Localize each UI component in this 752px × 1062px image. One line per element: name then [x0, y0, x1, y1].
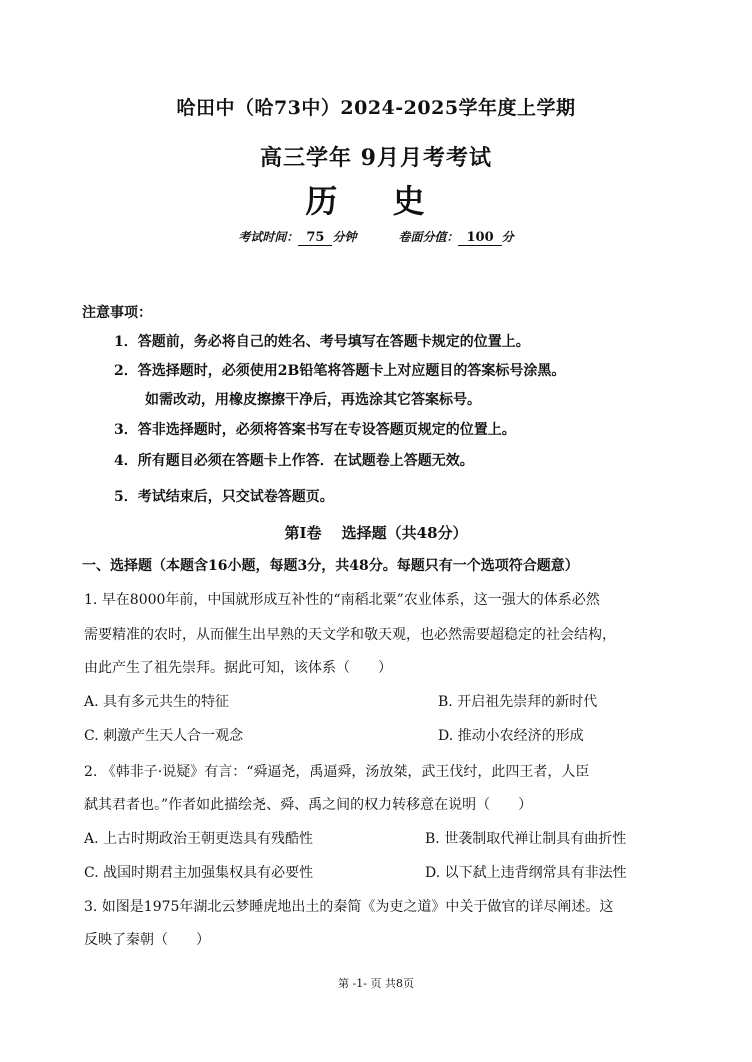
question-line: 1. 早在8000年前，中国就形成互补性的“南稻北粟”农业体系，这一强大的体系必然 — [84, 592, 600, 608]
note-item: 2．答选择题时，必须使用2B铅笔将答题卡上对应题目的答案标号涂黑。 — [114, 363, 566, 379]
exam-meta — [0, 228, 752, 246]
note-item: 3．答非选择题时，必须将答案书写在专设答题页规定的位置上。 — [114, 422, 516, 438]
note-item: 如需改动，用橡皮擦擦干净后，再选涂其它答案标号。 — [145, 392, 481, 408]
section-title: 第Ⅰ卷 选择题（共48分） — [284, 524, 468, 542]
time-unit: 分钟 — [332, 230, 357, 244]
question-line: 反映了秦朝（ ） — [84, 932, 210, 948]
score-unit: 分 — [501, 230, 514, 244]
note-item: 4．所有题目必须在答题卡上作答．在试题卷上答题无效。 — [114, 453, 474, 469]
question-line: 2. 《韩非子·说疑》有言：“舜逼尧，禹逼舜，汤放桀，武王伐纣，此四王者，人臣 — [84, 764, 590, 780]
option-d: D. 推动小农经济的形成 — [438, 728, 584, 744]
question-line: 3. 如图是1975年湖北云梦睡虎地出土的秦简《为吏之道》中关于做官的详尽阐述。这 — [84, 899, 614, 915]
part-title: 一、选择题（本题含16小题，每题3分，共48分。每题只有一个选项符合题意） — [82, 558, 579, 574]
page-footer: 第 -1- 页 共8页 — [338, 977, 414, 990]
exam-title: 高三学年 9月月考考试 — [260, 145, 492, 171]
school-title: 哈田中（哈73中）2024-2025学年度上学期 — [176, 97, 576, 119]
question-line: 弑其君者也。”作者如此描绘尧、舜、禹之间的权力转移意在说明（ ） — [84, 797, 533, 813]
note-item: 1．答题前，务必将自己的姓名、考号填写在答题卡规定的位置上。 — [114, 334, 530, 350]
notes-title: 注意事项： — [82, 305, 152, 321]
option-b: B. 开启祖先崇拜的新时代 — [438, 694, 598, 710]
time-value: 75 — [298, 230, 332, 246]
subject-title: 历 史 — [305, 182, 447, 220]
option-c: C. 刺激产生天人合一观念 — [84, 728, 244, 744]
question-line: 由此产生了祖先崇拜。据此可知，该体系（ ） — [84, 660, 392, 676]
option-a: A. 上古时期政治王朝更迭具有残酷性 — [84, 831, 314, 847]
option-c: C. 战国时期君主加强集权具有必要性 — [84, 865, 314, 881]
score-value: 100 — [458, 230, 501, 246]
question-line: 需要精准的农时，从而催生出早熟的天文学和敬天观，也必然需要超稳定的社会结构， — [84, 627, 616, 643]
note-item: 5．考试结束后，只交试卷答题页。 — [114, 489, 334, 505]
score-label: 卷面分值： — [398, 230, 459, 244]
option-d: D. 以下弑上违背纲常具有非法性 — [425, 865, 627, 881]
option-a: A. 具有多元共生的特征 — [84, 694, 230, 710]
time-label: 考试时间： — [238, 230, 299, 244]
option-b: B. 世袭制取代禅让制具有曲折性 — [425, 831, 627, 847]
